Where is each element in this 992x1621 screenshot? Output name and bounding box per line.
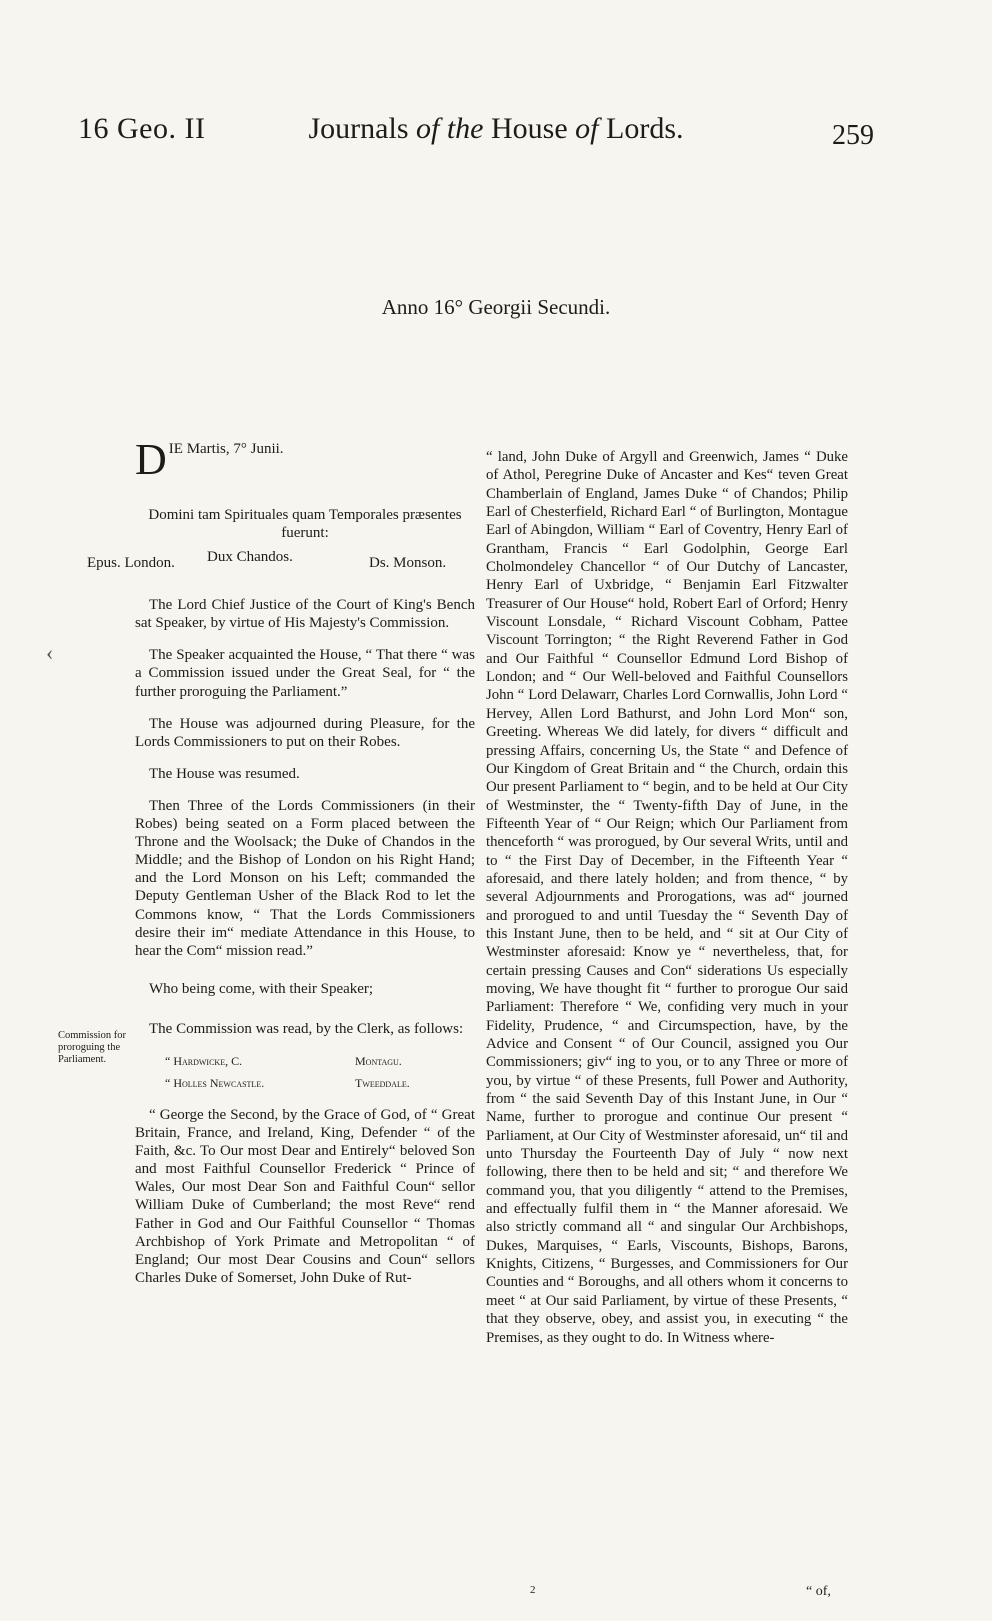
paragraph: Who being come, with their Speaker;	[149, 980, 374, 997]
signature: “ Holles Newcastle.	[165, 1075, 265, 1090]
signature-mark: 2	[530, 1584, 536, 1596]
signature: Tweeddale.	[355, 1075, 410, 1090]
present-lord: Epus. London.	[87, 555, 175, 572]
commission-text: “ George the Second, by the Grace of God, of “ Great Britain, France, and Ireland, King, Defender “ of the Faith, &c. To Our most Dear and Entirely“ beloved Son and most Faithful Counsellor Frederick “ Prince of Wales, Our most Dear Son and Faithful Coun“ sellor William Duke of Cumberland; the most Reve“ rend Father in God and Our Faithful Counsellor “ Thomas Archbishop of York Primate and Metropolitan “ of England; Our most Dear Cousins and Coun“ sellors Charles Duke of Somerset, John Duke of Rut-	[135, 1106, 475, 1286]
page-number: 259	[832, 120, 874, 151]
paragraph: The Commission was read, by the Clerk, as follows:	[149, 1020, 464, 1037]
paragraph: The House was adjourned during Pleasure, for the Lords Commissioners to put on their Robes.	[135, 715, 475, 750]
commissioners-signatures	[135, 1074, 475, 1096]
paragraph: Then Three of the Lords Commissioners (in their Robes) being seated on a Form placed between the Throne and the Woolsack; the Duke of Chandos in the Middle; and the Bishop of London on his Right Hand; and the Lord Monson on his Left; commanded the Deputy Gentleman Usher of the Black Rod to let the Commons know, “ That the Lords Commissioners desire their im“ mediate Attendance in this House, to hear the Com“ mission read.”	[135, 797, 475, 959]
signature: “ Hardwicke, C.	[165, 1053, 243, 1068]
paragraph: The Speaker acquainted the House, “ That there “ was a Commission issued under the Great Seal, for “ the further proroguing the Parliament.”	[135, 647, 475, 700]
present-lords-list	[87, 548, 475, 578]
commissioners-signatures	[135, 1052, 475, 1074]
running-head-title: Journals of the House of Lords.	[308, 112, 684, 145]
running-head-regnal-year: 16 Geo. II	[78, 112, 206, 145]
present-lord: Dux Chandos.	[207, 549, 293, 566]
drop-cap: D	[135, 435, 167, 484]
session-heading: Anno 16° Georgii Secundi.	[381, 295, 611, 319]
paragraph: The Lord Chief Justice of the Court of King's Bench sat Speaker, by virtue of His Majesty's Commission.	[135, 597, 475, 632]
signature: Montagu.	[355, 1053, 402, 1068]
margin-bracket-mark: ‹	[46, 640, 54, 665]
commission-text-continued: “ land, John Duke of Argyll and Greenwich, James “ Duke of Athol, Peregrine Duke of Ancaster and Kes“ teven Great Chamberlain of England, James Duke “ of Chandos; Philip Earl of Chesterfield, Richard Earl “ of Burlington, Montague Earl of Abingdon, William “ Earl of Coventry, Henry Earl of Grantham, Francis “ Earl Godolphin, George Earl Cholmondeley Chancellor “ of Our Dutchy of Lancaster, Henry Earl of Uxbridge, “ Benjamin Earl Fitzwalter Treasurer of Our House“ hold, Robert Earl of Orford; Henry Viscount Lonsdale, “ Richard Viscount Cobham, Pattee Viscount Torrington; “ the Right Reverend Father in God and Our Faithful “ Counsellor Edmund Lord Bishop of London; and “ Our Well-beloved and Faithful Counsellors John “ Lord Delawarr, Charles Lord Cornwallis, John Lord “ Hervey, Allen Lord Bathurst, and John Lord Mon“ son, Greeting. Whereas We did lately, for divers “ difficult and pressing Affairs, concerning Us, the State “ and Defence of Our Kingdom of Great Britain and “ the Church, ordain this Our present Parliament to “ begin, and to be held at Our City of Westminster, the “ Twenty-fifth Day of June, in the Fifteenth Year of “ Our Reign; which Our Parliament from thenceforth “ was prorogued, by Our several Writs, until and to “ the First Day of December, in the Fifteenth Year “ aforesaid, and there lately holden; and from thence, “ by several Adjournments and Prorogations, was ad“ journed and prorogued to and until Tuesday the “ Seventh Day of this Instant June, then to be held, and “ sit at Our City of Westminster aforesaid: Know ye “ nevertheless, that, for certain pressing Causes and Con“ siderations Us especially moving, We have thought fit “ further to prorogue Our said Parliament: Therefore “ We, confiding very much in your Fidelity, Prudence, “ and Circumspection, have, by the Advice and Consent “ of Our Council, assigned you Our Commissioners; giv“ ing to you, or to any Three or more of you, by virtue “ of these Presents, full Power and Authority, from “ the said Seventh Day of this Instant June, in Our “ Name, further to prorogue and continue Our present “ Parliament, at Our City of Westminster aforesaid, un“ til and unto Thursday the Fourteenth Day of July “ now next following, there then to be held and sit; “ and therefore We command you, that you diligently “ attend to the Premises, and effectually fulfil them in “ the Manner aforesaid. We also strictly command all “ and singular Our Archbishops, Dukes, Marquises, “ Earls, Viscounts, Bishops, Barons, Knights, Citizens, “ Burgesses, and Commissioners for Our Counties and “ Boroughs, and all others whom it concerns to meet “ at Our said Parliament, by virtue of these Presents, “ that they observe, obey, and assist you, in executing “ the Premises, as they ought to do. In Witness where-	[486, 449, 848, 1346]
margin-note: Commission for proroguing the Parliament.	[58, 1030, 126, 1065]
paragraph: The House was resumed.	[149, 765, 300, 782]
present-lords-heading: Domini tam Spirituales quam Temporales præsentes fuerunt:	[148, 507, 462, 542]
catchword: “ of,	[806, 1584, 831, 1599]
date-text: IE Martis, 7° Junii.	[168, 441, 284, 457]
present-lord: Ds. Monson.	[369, 555, 447, 572]
right-column	[486, 448, 848, 1361]
sitting-date	[135, 435, 475, 484]
